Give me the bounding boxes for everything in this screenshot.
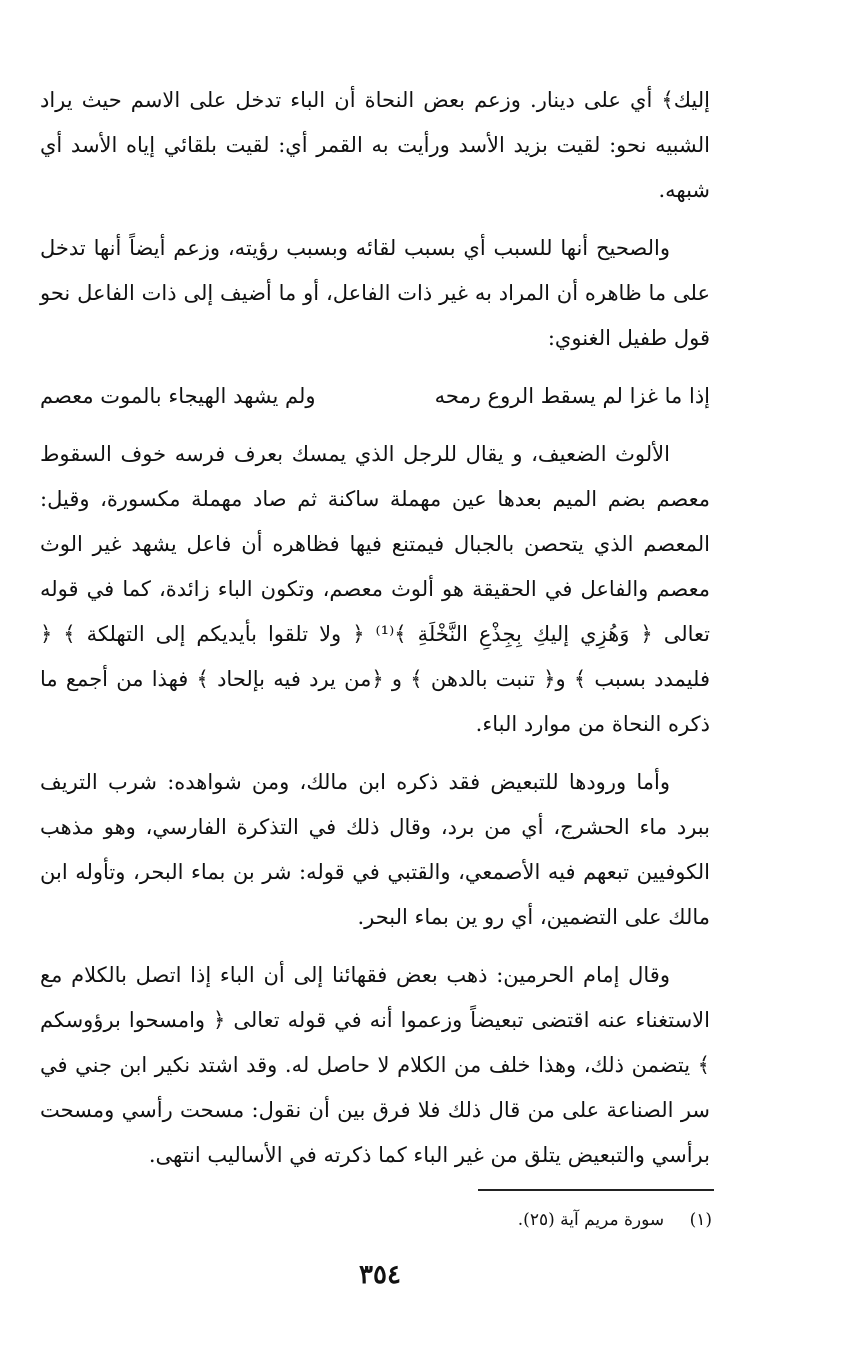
poetry-verse: [40, 374, 710, 419]
verse-first-hemistich: إذا ما غزا لم يسقط الروع رمحه: [434, 384, 710, 408]
main-text: [40, 78, 710, 1191]
footnote-separator: [478, 1189, 714, 1191]
footnote-marker: (١): [689, 1210, 712, 1230]
page-number: ٣٥٤: [359, 1260, 401, 1290]
verse-second-hemistich: ولم يشهد الهيجاء بالموت معصم: [40, 384, 316, 408]
footnote: [300, 1207, 712, 1233]
paragraph-2: والصحيح أنها للسبب أي بسبب لقائه وبسبب رؤيته، وزعم أيضاً أنها تدخل على ما ظاهره أن المراد به غير ذات الفاعل، أو ما أضيف إلى ذات الفاعل نحو قول طفيل الغنوي:: [40, 236, 710, 350]
paragraph-1: إليك﴾ أي على دينار. وزعم بعض النحاة أن الباء تدخل على الاسم حيث يراد الشبيه نحو: لقيت بزيد الأسد ورأيت به القمر أي: لقيت بلقائي إياه الأسد أي شبهه.: [40, 88, 710, 202]
paragraph-5: وقال إمام الحرمين: ذهب بعض فقهائنا إلى أن الباء إذا اتصل بالكلام مع الاستغناء عنه اقتضى تبعيضاً وزعموا أنه في قوله تعالى ﴿ وامسحوا برؤوسكم ﴾ يتضمن ذلك، وهذا خلف من الكلام لا حاصل له. وقد اشتد نكير ابن جني في سر الصناعة على من قال ذلك فلا فرق بين أن نقول: مسحت رأسي ومسحت برأسي والتبعيض يتلق من غير الباء كما ذكرته في الأساليب انتهى.: [40, 963, 710, 1167]
paragraph-3: الألوث الضعيف، و يقال للرجل الذي يمسك بعرف فرسه خوف السقوط معصم بضم الميم بعدها عين مهملة ساكنة ثم صاد مهملة مكسورة، وقيل: المعصم الذي يتحصن بالجبال فيمتنع فيها فظاهره أن فاعل يشهد غير الوث معصم والفاعل في الحقيقة هو ألوث معصم، وتكون الباء زائدة، كما في قوله تعالى ﴿ وَهُزِي إليكِ بِجِذْعِ النَّخْلَةِ ﴾⁽¹⁾ ﴿ ولا تلقوا بأيديكم إلى التهلكة ﴾ ﴿ فليمدد بسبب ﴾ و﴿ تنبت بالدهن ﴾ و ﴿من يرد فيه بإلحاد ﴾ فهذا من أجمع ما ذكره النحاة من موارد الباء.: [40, 442, 710, 736]
paragraph-4: وأما ورودها للتبعيض فقد ذكره ابن مالك، ومن شواهده: شرب التريف ببرد ماء الحشرج، أي من برد، وقال ذلك في التذكرة الفارسي، وهو مذهب الكوفيين تبعهم فيه الأصمعي، والقتبي في قوله: شر بن بماء البحر، وتأوله ابن مالك على التضمين، أي رو ين بماء البحر.: [40, 770, 710, 929]
footnote-text: سورة مريم آية (٢٥).: [517, 1210, 665, 1230]
